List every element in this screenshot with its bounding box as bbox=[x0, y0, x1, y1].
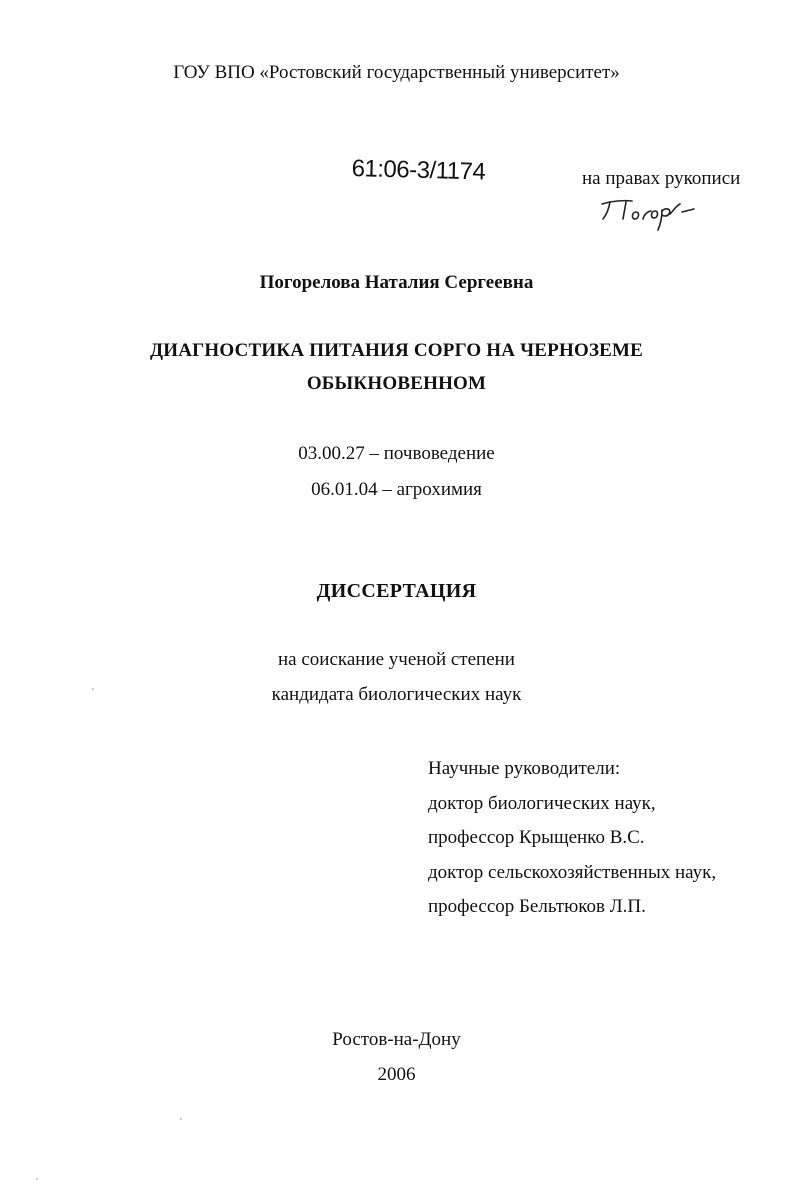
handwritten-signature bbox=[598, 192, 708, 234]
scientific-advisors-block bbox=[428, 752, 716, 925]
advisor-line: профессор Крыщенко В.С. bbox=[428, 827, 645, 848]
scan-speck bbox=[36, 1178, 38, 1180]
work-type-heading: ДИССЕРТАЦИЯ bbox=[316, 580, 477, 602]
advisor-line: доктор биологических наук, bbox=[428, 792, 656, 814]
city: Ростов-на-Дону bbox=[332, 1029, 461, 1050]
scan-speck bbox=[180, 1118, 182, 1120]
author-name: Погорелова Наталия Сергеевна bbox=[259, 272, 534, 293]
year: 2006 bbox=[377, 1064, 416, 1085]
specialty-code-1: 03.00.27 – почвоведение bbox=[298, 443, 495, 464]
university-name: ГОУ ВПО «Ростовский государственный университет» bbox=[173, 62, 620, 83]
advisors-heading: Научные руководители: bbox=[428, 758, 621, 779]
manuscript-rights-label: на правах рукописи bbox=[582, 168, 741, 189]
specialty-code-2: 06.01.04 – агрохимия bbox=[311, 479, 482, 500]
dissertation-title-line-2: ОБЫКНОВЕННОМ bbox=[306, 373, 487, 394]
degree-line-2: кандидата биологических наук bbox=[271, 684, 522, 705]
degree-line-1: на соискание ученой степени bbox=[278, 649, 515, 670]
catalog-number-stamp: 61:06-3/1174 bbox=[351, 155, 486, 186]
advisor-line: доктор сельскохозяйственных наук, bbox=[428, 861, 717, 883]
advisor-line: профессор Бельтюков Л.П. bbox=[428, 896, 646, 917]
dissertation-title-line-1: ДИАГНОСТИКА ПИТАНИЯ СОРГО НА ЧЕРНОЗЕМЕ bbox=[149, 340, 644, 361]
scan-speck bbox=[92, 688, 94, 690]
